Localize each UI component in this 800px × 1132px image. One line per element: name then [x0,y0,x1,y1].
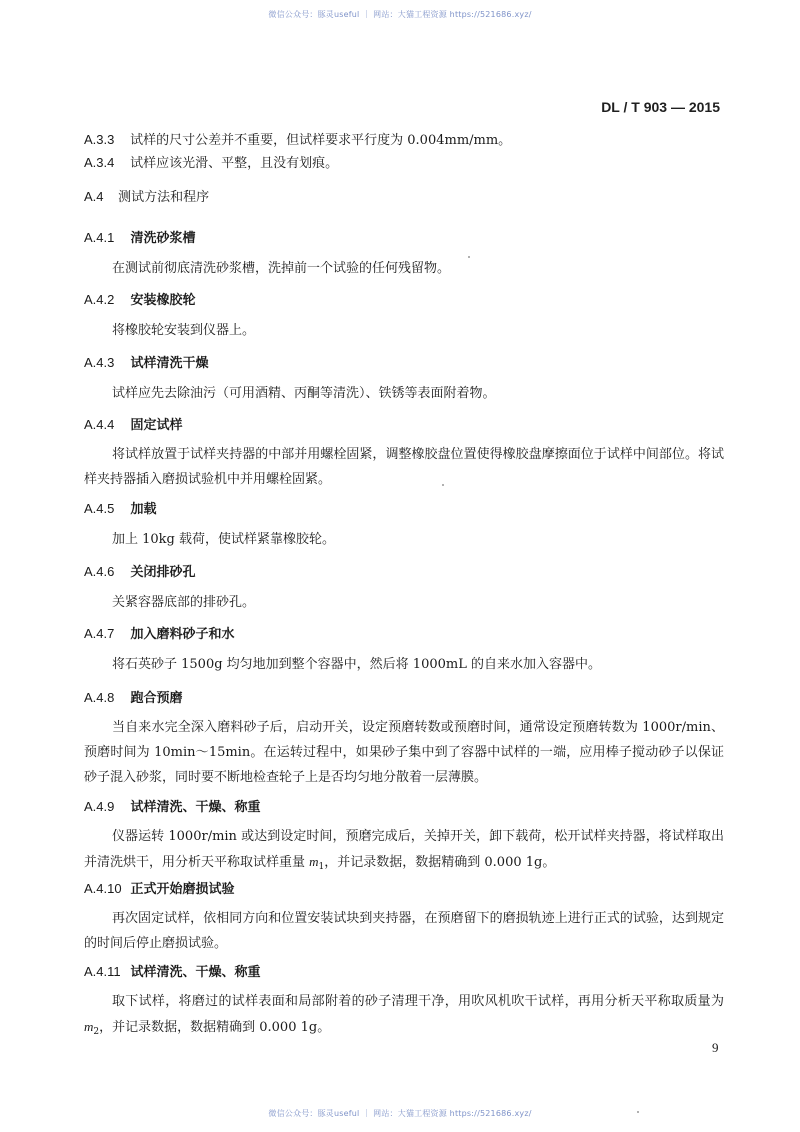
step-body: 加上 10kg 载荷，使试样紧靠橡胶轮。 [112,532,336,547]
step-heading [84,797,261,818]
step-number: A.4.11 [84,964,121,979]
step-title: 试样清洗、干燥、称重 [130,965,261,980]
section-title: 测试方法和程序 [118,190,210,205]
step-title: 固定试样 [130,418,183,433]
step-heading [84,624,235,645]
step-body-text: ，并记录数据，数据精确到 0.000 1g。 [99,1020,331,1035]
step-number: A.4.8 [84,690,115,705]
step-body-text: 仪器运转 1000r/min 或达到设定时间，预磨完成后，关掉开关，卸下载荷，松开试样夹持器，将试样取出并清洗烘干，用分析天平称取试样重量 [84,829,724,870]
clause-text: 试样的尺寸公差并不重要，但试样要求平行度为 0.004mm/mm。 [130,133,512,148]
mass-variable: m [84,1019,94,1034]
clause-text: 试样应该光滑、平整，且没有划痕。 [130,156,339,171]
step-number: A.4.1 [84,230,115,245]
step-number: A.4.6 [84,564,115,579]
step-number: A.4.9 [84,799,115,814]
step-heading [84,499,157,520]
step-title: 关闭排砂孔 [130,565,196,580]
step-number: A.4.5 [84,501,115,516]
step-title: 加入磨料砂子和水 [130,627,235,642]
section-heading-a4 [84,187,209,208]
scan-speck [442,484,444,486]
step-heading [84,353,209,374]
step-number: A.4.10 [84,881,122,896]
step-body: 当自来水完全深入磨料砂子后，启动开关，设定预磨转数或预磨时间，通常设定预磨转数为 1000r/min、预磨时间为 10min～15min。在运转过程中，如果砂子集中到了容器中试样的一端，应用棒子搅动砂子以保证砂子混入砂浆，同时要不断地检查轮子上是否均匀地分散着一层薄膜。 [84,720,724,785]
step-number: A.4.4 [84,417,115,432]
step-number: A.4.7 [84,626,115,641]
step-body: 关紧容器底部的排砂孔。 [112,595,256,610]
step-body: 在测试前彻底清洗砂浆槽，洗掉前一个试验的任何残留物。 [112,261,451,276]
mass-variable: m [309,854,319,869]
step-title: 正式开始磨损试验 [130,882,235,897]
clause-number: A.3.3 [84,132,115,147]
page-number: 9 [712,1040,719,1055]
watermark-top: 微信公众号：豚灵useful ｜ 网站：大猫工程资源 https://521686.xyz/ [268,10,532,19]
step-body [84,989,724,1045]
step-body: 将石英砂子 1500g 均匀地加到整个容器中，然后将 1000mL 的自来水加入容器中。 [112,657,601,672]
step-title: 试样清洗干燥 [130,356,209,371]
scan-speck [468,256,470,258]
step-heading [84,290,196,311]
step-title: 试样清洗、干燥、称重 [130,800,261,815]
clause-a34 [84,153,338,174]
step-title: 加载 [130,502,157,517]
step-heading [84,879,235,900]
step-body: 试样应先去除油污（可用酒精、丙酮等清洗）、铁锈等表面附着物。 [112,386,496,401]
mass-subscript: 1 [318,862,325,872]
clause-number: A.3.4 [84,155,115,170]
step-body-text: 取下试样，将磨过的试样表面和局部附着的砂子清理干净，用吹风机吹干试样，再用分析天平称取质量为 [112,994,724,1009]
section-number: A.4 [84,189,104,204]
step-heading [84,228,196,249]
step-title: 安装橡胶轮 [130,293,196,308]
step-heading [84,415,183,436]
step-title: 跑合预磨 [130,691,183,706]
step-title: 清洗砂浆槽 [130,231,196,246]
step-body [84,824,724,880]
clause-a33 [84,130,511,151]
step-body: 再次固定试样，依相同方向和位置安装试块到夹持器，在预磨留下的磨损轨迹上进行正式的试验，达到规定的时间后停止磨损试验。 [84,911,724,951]
step-body: 将试样放置于试样夹持器的中部并用螺栓固紧，调整橡胶盘位置使得橡胶盘摩擦面位于试样中间部位。将试样夹持器插入磨损试验机中并用螺栓固紧。 [84,447,724,487]
step-number: A.4.2 [84,292,115,307]
step-number: A.4.3 [84,355,115,370]
step-heading [84,962,261,983]
mass-subscript: 2 [93,1027,100,1037]
watermark-bottom: 微信公众号：豚灵useful ｜ 网站：大猫工程资源 https://521686.xyz/ [268,1109,532,1118]
step-body-text: ，并记录数据，数据精确到 0.000 1g。 [324,855,556,870]
step-heading [84,688,183,709]
step-heading [84,562,196,583]
standard-code: DL / T 903 — 2015 [601,99,720,115]
step-body: 将橡胶轮安装到仪器上。 [112,323,256,338]
